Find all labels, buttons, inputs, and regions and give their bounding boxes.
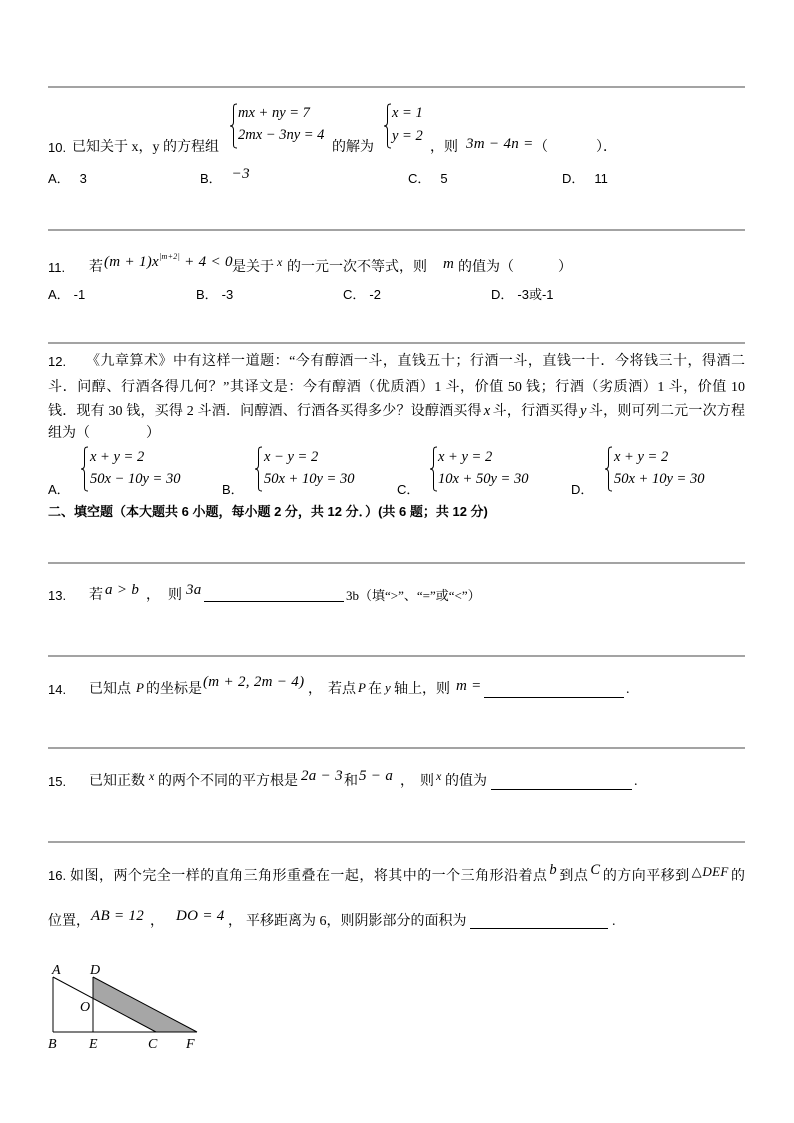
- q15-var-x-2: x: [436, 769, 442, 783]
- q13-condition: a > b: [105, 582, 140, 598]
- q11-stem-c: 的一元一次不等式，则: [287, 260, 427, 275]
- q15-root-1: 2a − 3: [301, 768, 343, 784]
- q16-answer-blank: [470, 928, 608, 929]
- q10-expression: 3m − 4n =: [466, 136, 534, 152]
- q10-solution-brace: [383, 103, 392, 149]
- q11-number: 11.: [48, 260, 66, 275]
- divider-q11-q12: [48, 342, 745, 344]
- q16-point-b: b: [549, 862, 557, 878]
- divider-section2: [48, 562, 745, 564]
- option-label: A．: [48, 171, 70, 186]
- label-f: F: [186, 1037, 195, 1052]
- q12-option-a-label: A．: [48, 482, 70, 497]
- q12-option-d-label: D．: [571, 482, 594, 497]
- q16-line-1-b: 到点: [558, 869, 589, 884]
- q16-line-1-d: 的: [730, 869, 746, 884]
- q14-var-p: P: [136, 680, 145, 695]
- q10-stem-a: 已知关于 x，y 的方程组: [72, 140, 219, 155]
- q12-option-c-eq-2: 10x + 50y = 30: [438, 471, 529, 487]
- q10-solution-eq-2: y = 2: [392, 128, 423, 144]
- option-value: 3: [79, 171, 87, 186]
- q13-stem-b: 则: [168, 588, 182, 603]
- q13-number: 13.: [48, 588, 67, 603]
- q11-expr-exponent: |m+2|: [159, 252, 181, 261]
- q11-expr-rest: + 4 < 0: [180, 254, 233, 270]
- label-a: A: [52, 963, 61, 978]
- q12-number: 12.: [48, 354, 67, 369]
- q12-option-c-brace: [429, 446, 438, 492]
- option-value: -3或-1: [517, 287, 554, 302]
- q12-line-3-b: 斗，行酒买得: [492, 404, 578, 419]
- q14-answer-blank: [484, 697, 624, 698]
- q14-coordinate: (m + 2, 2m − 4): [203, 674, 305, 690]
- option-label: A．: [48, 287, 70, 302]
- q12-option-a-brace: [80, 446, 89, 492]
- q16-line-1-c: 的方向平移到: [602, 869, 690, 884]
- divider-top: [48, 86, 745, 88]
- q16-number: 16.: [48, 868, 67, 883]
- label-c: C: [148, 1037, 158, 1052]
- label-d: D: [90, 963, 101, 978]
- q11-stem-a: 若: [89, 260, 103, 275]
- q16-figure: [40, 955, 210, 1055]
- q15-stem-d: 则: [420, 774, 434, 789]
- q11-option-d: [491, 287, 554, 303]
- q12-option-c-label: C．: [397, 482, 420, 497]
- q11-stem-b: 是关于: [232, 260, 274, 275]
- q15-comma: ，: [400, 774, 414, 789]
- q11-stem-d: 的值为（: [458, 260, 514, 275]
- q10-stem-b: 的解为: [332, 140, 374, 155]
- q15-number: 15.: [48, 774, 67, 789]
- q10-option-a: [48, 171, 87, 187]
- q16-ab-value: AB = 12: [91, 908, 145, 924]
- q11-expr-base: (m + 1)x: [104, 254, 160, 270]
- q15-stem-c: 和: [344, 774, 358, 789]
- divider-q14-q15: [48, 747, 745, 749]
- q16-do-value: DO = 4: [176, 908, 225, 924]
- q12-option-b-eq-2: 50x + 10y = 30: [264, 471, 355, 487]
- option-label: D．: [562, 171, 585, 186]
- q12-var-y: y: [579, 403, 587, 419]
- q10-paren-close: ）．: [596, 140, 617, 155]
- option-value: -2: [369, 287, 381, 302]
- q11-var-x: x: [277, 255, 283, 269]
- q14-stem-c: 若点: [328, 682, 356, 697]
- q12-option-d-eq-2: 50x + 10y = 30: [614, 471, 705, 487]
- q12-option-d-brace: [604, 446, 613, 492]
- divider-q15-q16: [48, 841, 745, 843]
- option-label: D．: [491, 287, 514, 302]
- q12-option-d-eq-1: x + y = 2: [614, 449, 669, 465]
- q10-number: 10.: [48, 140, 67, 155]
- option-label: C．: [343, 287, 366, 302]
- q12-line-3: [48, 403, 745, 420]
- label-o: O: [80, 1000, 91, 1015]
- q12-option-b-label: B．: [222, 482, 244, 497]
- q10-paren-open: （: [534, 140, 548, 155]
- q13-answer-blank: [204, 601, 344, 602]
- q15-period: .: [634, 774, 638, 789]
- q12-option-a-eq-2: 50x − 10y = 30: [90, 471, 181, 487]
- q10-option-d: [562, 171, 608, 187]
- q14-number: 14.: [48, 682, 67, 697]
- option-value: 11: [594, 171, 608, 186]
- q16-line-2-a: 位置，: [48, 914, 90, 929]
- q16-line-1-a: 如图，两个完全一样的直角三角形重叠在一起，将其中的一个三角形沿着点: [70, 869, 548, 884]
- q14-var-p-2: P: [358, 680, 367, 695]
- q12-option-b-brace: [254, 446, 263, 492]
- label-e: E: [89, 1037, 98, 1052]
- q11-option-a: [48, 287, 85, 303]
- q12-line-3-a: 钱．现有 30 钱，买得 2 斗酒．问醇酒、行酒各买得多少？设醇酒买得: [48, 404, 482, 419]
- q15-root-2: 5 − a: [359, 768, 394, 784]
- q13-lhs: 3a: [186, 582, 202, 598]
- section-2-heading: 二、填空题（本大题共 6 小题，每小题 2 分，共 12 分．）(共 6 题；共 12 分): [48, 504, 488, 519]
- option-value: −3: [231, 166, 250, 182]
- q13-comma: ，: [146, 588, 160, 603]
- q11-paren-close: ）: [558, 260, 572, 275]
- q16-comma-1: ，: [150, 914, 164, 929]
- label-b: B: [48, 1037, 57, 1052]
- q12-line-2: 斗．问醇、行酒各得几何？”其译文是：今有醇酒（优质酒）1 斗，价值 50 钱；行酒（劣质酒）1 斗，价值 10: [48, 380, 745, 395]
- q14-expression: m =: [456, 678, 482, 694]
- q12-option-c-eq-1: x + y = 2: [438, 449, 493, 465]
- q14-stem-d: 在: [368, 682, 382, 697]
- q15-stem-a: 已知正数: [89, 774, 145, 789]
- q16-triangle-def: △DEF: [691, 864, 729, 879]
- q10-system-brace: [229, 103, 238, 149]
- q10-option-b: [200, 166, 250, 187]
- q13-stem-a: 若: [89, 588, 103, 603]
- q16-period: .: [612, 914, 616, 929]
- q12-line-1: 《九章算术》中有这样一道题：“今有醇酒一斗，直钱五十；行酒一斗，直钱一十．今将钱三十，得酒二: [86, 354, 745, 369]
- q12-option-a-eq-1: x + y = 2: [90, 449, 145, 465]
- option-value: 5: [440, 171, 448, 186]
- q14-period: .: [626, 682, 630, 697]
- option-label: C．: [408, 171, 431, 186]
- option-value: -1: [73, 287, 86, 302]
- divider-q10-q11: [48, 229, 745, 231]
- q14-stem-a: 已知点: [89, 682, 131, 697]
- q14-stem-e: 轴上，则: [394, 682, 450, 697]
- option-label: B．: [200, 171, 222, 186]
- q14-var-y: y: [385, 680, 392, 695]
- q10-system-eq-2: 2mx − 3ny = 4: [238, 127, 325, 143]
- q16-line-2-b: 平移距离为 6，则阴影部分的面积为: [246, 914, 467, 929]
- option-value: -3: [221, 287, 234, 302]
- q10-solution-eq-1: x = 1: [392, 105, 423, 121]
- q14-stem-b: 的坐标是: [146, 682, 202, 697]
- q11-var-m: m: [443, 256, 455, 272]
- q10-option-c: [408, 171, 448, 187]
- q16-line-1: [48, 862, 746, 885]
- q11-inequality: [104, 249, 233, 270]
- q12-line-4: 组为（: [48, 426, 90, 441]
- q12-paren-close: ）: [146, 426, 160, 441]
- q15-stem-e: 的值为: [445, 774, 487, 789]
- q16-point-c: C: [590, 862, 601, 878]
- q12-line-3-c: 斗，则可列二元一次方程: [588, 404, 746, 419]
- q13-stem-c: 3b（填“>”、“=”或“<”）: [346, 588, 481, 603]
- divider-q13-q14: [48, 655, 745, 657]
- q16-comma-2: ，: [228, 914, 242, 929]
- q10-system-eq-1: mx + ny = 7: [238, 105, 310, 121]
- q14-comma: ，: [308, 682, 322, 697]
- q11-option-c: [343, 287, 381, 303]
- q11-option-b: [196, 287, 233, 303]
- q15-stem-b: 的两个不同的平方根是: [158, 774, 298, 789]
- q12-option-b-eq-1: x − y = 2: [264, 449, 319, 465]
- q15-var-x: x: [149, 769, 155, 783]
- q10-stem-c: ，则: [430, 140, 458, 155]
- q15-answer-blank: [491, 789, 632, 790]
- q12-var-x: x: [483, 403, 491, 419]
- option-label: B．: [196, 287, 218, 302]
